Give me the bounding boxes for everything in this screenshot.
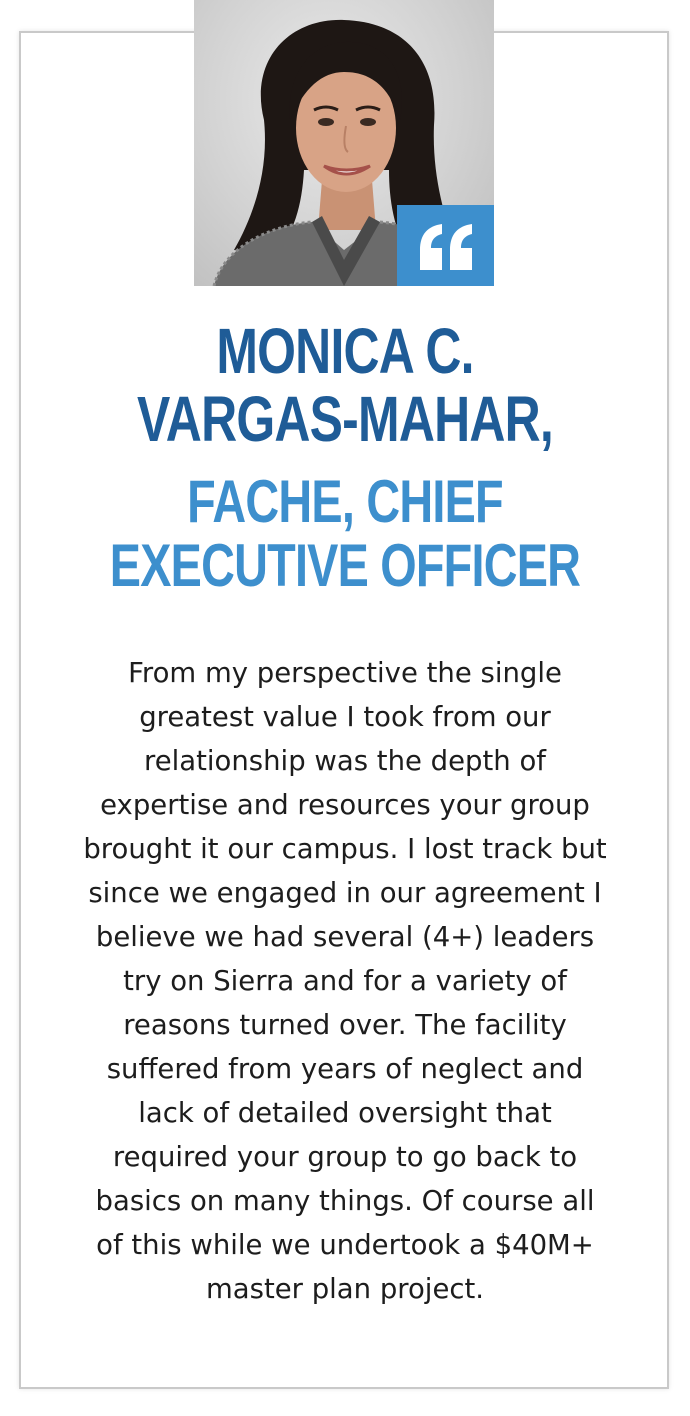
quote-mark-icon (416, 222, 476, 270)
testimonial-name: MONICA C. VARGAS-MAHAR, (136, 315, 554, 455)
quote-mark-badge (397, 205, 494, 286)
testimonial-role: FACHE, CHIEF EXECUTIVE OFFICER (109, 468, 581, 599)
testimonial-quote: From my perspective the single greatest value I took from our relationship was the depth of expertise and resources your group brought it our campus. I lost track but since we engaged in our agreement I believe we had several (4+) leaders try on Sierra and for a variety of reasons turned over. The facility suffered from years of neglect and lack of detailed oversight that required your group to go back to basics on many things. Of course all of this while we undertook a $40M+ master plan project. (83, 657, 607, 1305)
